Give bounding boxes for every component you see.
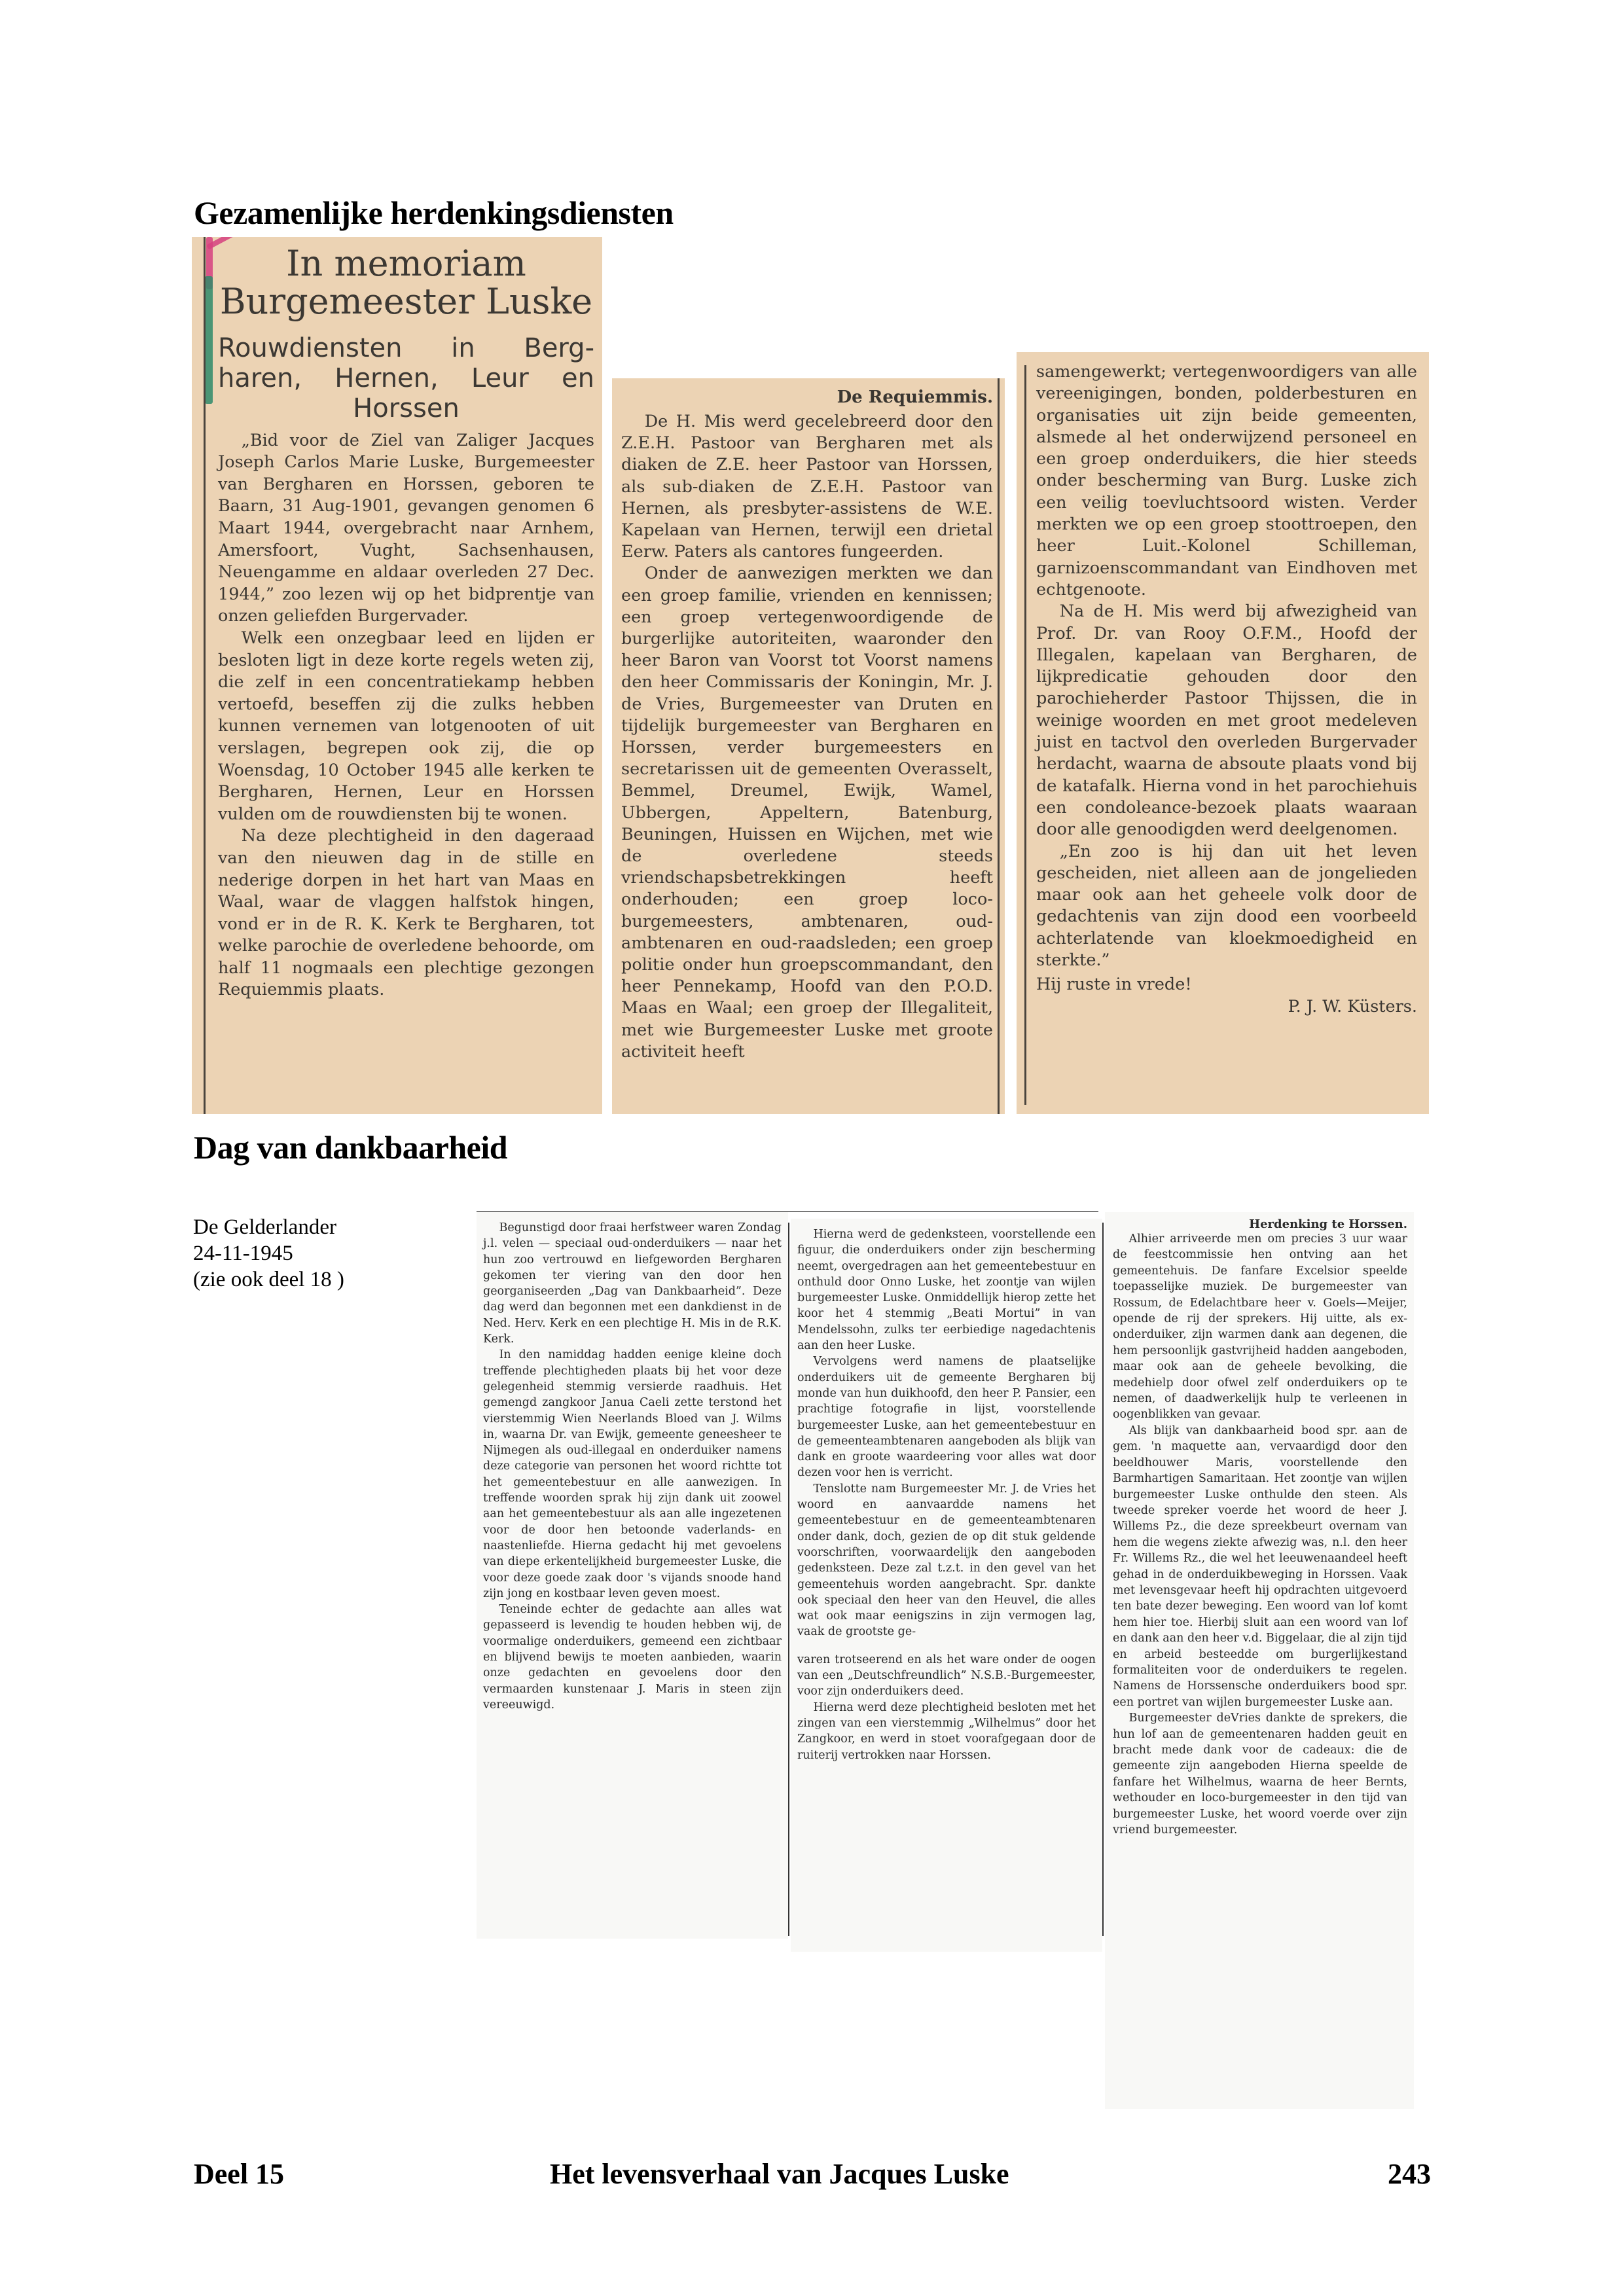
column-rule xyxy=(204,237,206,1114)
headline-line: Burgemeester Luske xyxy=(219,281,593,323)
paragraph: „En zoo is hij dan uit het leven gescheiden, niet alleen aan de jongelieden maar ook aan het geheele volk door de gedachtenis van zijn dood een voorbeeld achterlatende van kloekmoedigheid en sterkte.” xyxy=(1036,841,1417,971)
column-rule xyxy=(1024,365,1026,1105)
paragraph: Burgemeester deVries dankte de sprekers, die hun lof aan de gemeentenaren hadden geuit en bracht mede dank voor de cadeaux: die de gemeente zijn aangeboden Hierna speelde de fanfare het Wilhelmus, waarna de heer Bernts, wethouder en loco-burgemeester in den tijd van burgemeester Luske, het woord voerde over zijn vriend burgemeester. xyxy=(1113,1712,1407,1837)
clipping-requiemmis xyxy=(612,378,1005,1114)
publication-date: 24-11-1945 xyxy=(193,1242,293,1265)
paragraph: samengewerkt; vertegenwoordigers van alle vereenigingen, bonden, polderbesturen en organisaties uit zijn beide gemeenten, alsmede al het onderwijzend personeel en een groep onderduikers, die hier steeds onder bescherming van Burg. Luske zich een veilig toevluchtsoord wisten. Verder merkten we op een groep stoottroepen, den heer Luit.-Kolonel Schilleman, garnizoenscommandant van Eindhoven met echtgenoote. xyxy=(1036,362,1417,600)
cross-reference: (zie ook deel 18 ) xyxy=(193,1268,344,1291)
closing-line: Hij ruste in vrede! xyxy=(1036,975,1192,995)
clipping-in-memoriam xyxy=(192,237,602,1114)
paragraph: Onder de aanwezigen merkten we dan een groep familie, vrienden en kennissen; een groep vertegenwoordigende de burgerlijke autoriteiten, waaronder den heer Baron van Voorst tot Voorst namens den heer Commissaris der Koningin, Mr. J. de Vries, Burgemeester van Druten en tijdelijk burgemeester van Bergharen en Horssen, verder burgemeesters en secretarissen uit de gemeenten Overasselt, Bemmel, Dreumel, Ewijk, Wamel, Ubbergen, Appeltern, Batenburg, Beuningen, Huissen en Wijchen, met wie de overledene steeds vriendschapsbetrekkingen heeft onderhouden; een groep loco-burgemeesters, ambtenaren, oud-ambtenaren en oud-raadsleden; een groep politie onder hun groepscommandant, den heer Pennekamp, Hoofd van den P.O.D. Maas en Waal; een groep der Illegaliteit, met wie Burgemeester Luske met groote activiteit heeft xyxy=(621,564,993,1062)
newspaper-name: De Gelderlander xyxy=(193,1215,336,1239)
paragraph: Hierna werd deze plechtigheid besloten met het zingen van een vierstemmig „Wilhelmus” door het Zangkoor, en werd in stoet voorafgegaan door de ruiterij vertrokken naar Horssen. xyxy=(797,1700,1096,1762)
subheadline-line: Rouwdiensten in Berg- xyxy=(218,332,594,363)
clipping-subheadline xyxy=(218,333,594,423)
paragraph: Welk een onzegbaar leed en lijden er besloten ligt in deze korte regels weten zij, die zelf in een concentratiekamp hebben vertoefd, beseffen zij die zulks hebben kunnen vernemen van lotgenooten of uit verslagen, begrepen ook zij, die op Woensdag, 10 October 1945 alle kerken te Bergharen, Hernen, Leur en Horssen vulden om de rouwdiensten bij te wonen. xyxy=(218,628,594,824)
clipping-headline xyxy=(218,245,594,321)
paragraph: Begunstigd door fraai herfstweer waren Zondag j.l. velen — speciaal oud-onderduikers — naar het hun zoo vertrouwd en liefgeworden Bergharen gekomen ter viering van den door hen georganiseerden „Dag van Dankbaarheid”. Deze dag werd dan begonnen met een dankdienst in de Ned. Herv. Kerk en een plechtige H. Mis in de R.K. Kerk. xyxy=(483,1221,782,1346)
column-rule xyxy=(788,1223,789,1936)
signature: P. J. W. Küsters. xyxy=(1288,996,1417,1016)
subheadline-line: Horssen xyxy=(353,393,460,423)
section-title-dankbaarheid: Dag van dankbaarheid xyxy=(194,1129,508,1166)
subheadline-line: haren, Hernen, Leur en xyxy=(218,363,594,393)
clipping-dankbaarheid-column-2 xyxy=(791,1219,1102,1952)
source-note xyxy=(193,1214,344,1293)
clipping-continued xyxy=(1017,352,1429,1114)
paragraph: Tenslotte nam Burgemeester Mr. J. de Vries het woord en aanvaardde namens het gemeentebestuur en de gemeenteambtenaren onder dank, doch, gezien de op dit stuk geldende voorschriften, voorwaardelijk den aangeboden gedenksteen. Deze zal t.z.t. in den gevel van het gemeentehuis worden aangebracht. Spr. dankte ook speciaal den heer van den Heuvel, die alles wat ook maar eenigszins in zijn vermogen lag, vaak de grootste ge- xyxy=(797,1482,1096,1639)
column-rule xyxy=(998,378,1000,1114)
paragraph: Vervolgens werd namens de plaatselijke onderduikers uit de gemeente Bergharen bij monde van hun duikhoofd, den heer P. Pansier, een prachtige fotografie in lijst, voorstellende burgemeester Luske, aan het gemeentebestuur en de gemeenteambtenaren aangeboden als blijk van dank en groote waardeering voor alles wat door dezen voor hen is verricht. xyxy=(797,1355,1096,1480)
clipping-subheading: De Requiemmis. xyxy=(837,387,993,407)
footer-volume: Deel 15 xyxy=(194,2158,285,2190)
paragraph: Teneinde echter de gedachte aan alles wat gepasseerd is levendig te houden hebben wij, de voormalige onderduikers, gemeend een zichtbaar en blijvend bewijs te moeten aanbieden, waarin onze gedachten en gevoelens door den vermaarden kunstenaar J. Maris in steen zijn vereeuwigd. xyxy=(483,1603,782,1712)
column-rule xyxy=(1102,1223,1104,1936)
section-title-herdenkingsdiensten: Gezamenlijke herdenkingsdiensten xyxy=(194,194,674,231)
paragraph: „Bid voor de Ziel van Zaliger Jacques Joseph Carlos Marie Luske, Burgemeester van Bergharen en Horssen, geboren te Baarn, 31 Aug-1901, gevangen genomen 6 Maart 1944, overgebracht naar Arnhem, Amersfoort, Vught, Sachsenhausen, Neuengamme en aldaar overleden 27 Dec. 1944,” zoo lezen wij op het bidprentje van onzen geliefden Burgervader. xyxy=(218,430,594,626)
clipping-dankbaarheid-column-1 xyxy=(477,1212,788,1939)
paragraph: Alhier arriveerde men om precies 3 uur waar de feestcommissie hen ontving aan het gemeentehuis. De fanfare Excelsior speelde toepasselijke muziek. De burgemeester van Rossum, de Edelachtbare heer v. Goels—Meijer, opende de rij der sprekers. Hij uitte, als ex-onderduiker, zijn warmen dank aan degenen, die hem persoonlijk gastvrijheid hadden aangeboden, maar ook aan de geheele bevolking, die medehielp door ofwel zelf onderduikers op te nemen, of daadwerkelijk hulp te verleenen in oogenblikken van gevaar. xyxy=(1113,1232,1407,1422)
paragraph: In den namiddag hadden eenige kleine doch treffende plechtigheden plaats bij het voor deze gelegenheid stemmig versierde raadhuis. Het gemengd zangkoor Janua Caeli zette terstond het vierstemmig Wien Neerlands Bloed van J. Wilms in, waarna Dr. van Ewijk, gemeente geneesheer te Nijmegen als oud-illegaal en onderduiker namens deze categorie van personen het woord richtte tot het gemeentebestuur en alle aanwezigen. In treffende woorden sprak hij zijn dank uit zoowel aan het gemeentebestuur als aan alle ingezetenen voor de door hen betoonde vaderlands- en naastenliefde. Hierna gedacht hij met gevoelens van diepe erkentelijkheid burgemeester Luske, die voor deze goede zaak door 's vijands snoode hand zijn jong en kostbaar leven geven moest. xyxy=(483,1348,782,1600)
paragraph: Na deze plechtigheid in den dageraad van den nieuwen dag in de stille en nederige dorpen in het hart van Maas en Waal, waar de vlaggen halfstok hingen, vond er in de R. K. Kerk te Bergharen, tot welke parochie de overledene behoorde, om half 11 nogmaals een plechtige gezongen Requiemmis plaats. xyxy=(218,826,594,1000)
headline-line: In memoriam xyxy=(286,243,526,284)
footer-book-title: Het levensverhaal van Jacques Luske xyxy=(550,2158,1009,2190)
green-marker-stroke xyxy=(205,276,213,404)
clipping-subheading: Herdenking te Horssen. xyxy=(1249,1217,1407,1231)
paragraph: Als blijk van dankbaarheid bood spr. aan de gem. 'n maquette aan, vervaardigd door den beeldhouwer Maris, voorstellende den Barmhartigen Samaritaan. Het zoontje van wijlen burgemeester Luske onthulde den steen. Als tweede spreker voerde het woord de heer J. Willems Pz., die deze spreekbeurt overnam van hem die wegens ziekte afwezig was, n.l. den heer Fr. Willems Rz., die wel het leeuwenaandeel heeft gehad in de onderduikbeweging in Horssen. Vaak met levensgevaar heeft hij opdrachten uitgevoerd ten bate dezer beweging. Een woord van lof komt hem hier toe. Hierbij sluit aan een woord van lof en dank aan den heer v.d. Biggelaar, die al zijn tijd en arbeid besteedde om burgerlijkestand formaliteiten voor de onderduikers te regelen. Namens de Horssensche onderduikers bood spr. een portret van wijlen burgemeester Luske aan. xyxy=(1113,1424,1407,1709)
paragraph: Na de H. Mis werd bij afwezigheid van Prof. Dr. van Rooy O.F.M., Hoofd der Illegalen, kapelaan van Bergharen, de lijkpredicatie gehouden door den parochieherder Pastoor Thijssen, die in weinige woorden en met groot medeleven juist en tactvol den overleden Burgervader herdacht, waarna de absoute plaats vond bij de katafalk. Hierna vond in het parochiehuis een condoleance-bezoek plaats waaraan door alle genoodigden werd deelgenomen. xyxy=(1036,601,1417,840)
page-number: 243 xyxy=(1388,2158,1431,2190)
clipping-herdenking-horssen xyxy=(1105,1212,1414,2109)
paragraph: varen trotseerend en als het ware onder de oogen van een „Deutschfreundlich” N.S.B.-Burgemeester, voor zijn onderduikers deed. xyxy=(797,1653,1096,1698)
paragraph: De H. Mis werd gecelebreerd door den Z.E.H. Pastoor van Bergharen met als diaken de Z.E. heer Pastoor van Horssen, als sub-diaken de Z.E.H. Pastoor van Hernen, als presbyter-assistens de W.E. Kapelaan van Hernen, terwijl een drietal Eerw. Paters als cantores fungeerden. xyxy=(621,412,993,562)
paragraph: Hierna werd de gedenksteen, voorstellende een figuur, die onderduikers onder zijn bescherming neemt, overgedragen aan het gemeentebestuur en onthuld door Onno Luske, het zoontje van wijlen burgemeester Luske. Onmiddellijk hierop zette het koor het 4 stemmig „Beati Mortui” in van Mendelssohn, zulks ter eerbiedige nagedachtenis aan den heer Luske. xyxy=(797,1228,1096,1353)
